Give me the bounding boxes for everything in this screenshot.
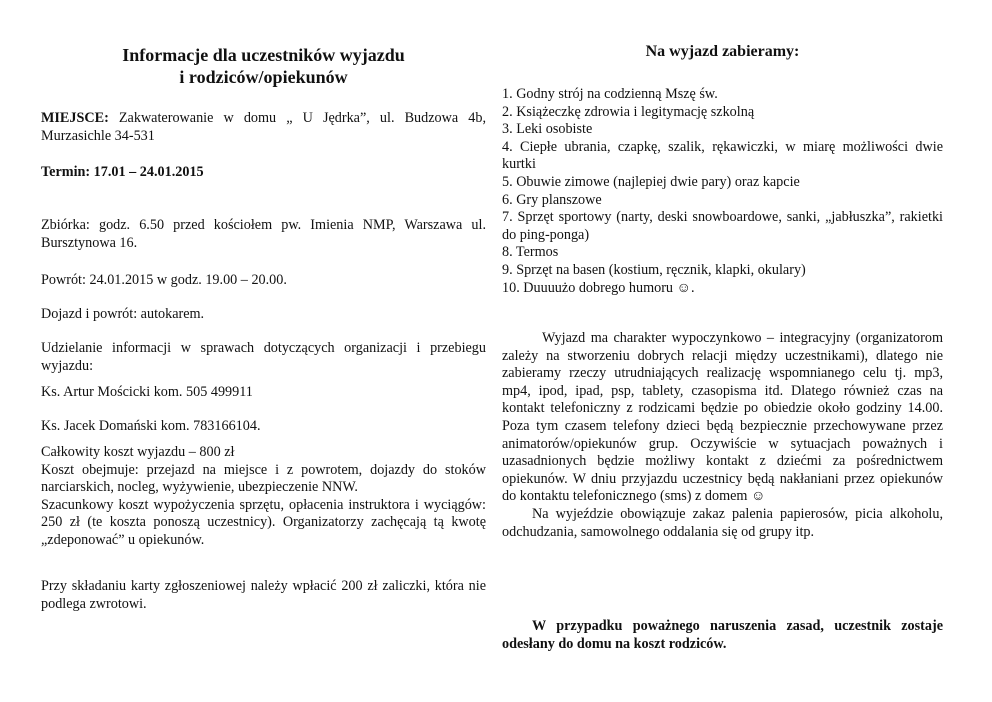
list-item: 1. Godny strój na codzienną Mszę św.: [502, 86, 718, 102]
list-item: 7. Sprzęt sportowy (narty, deski snowboardowe, sanki, „jabłuszka”, rakietki do ping-ponga): [502, 209, 943, 243]
list-item: 4. Ciepłe ubrania, czapkę, szalik, rękawiczki, w miarę możliwości dwie kurtki: [502, 138, 943, 173]
term-line: [41, 164, 486, 182]
list-item: 10. Duuuużo dobrego humoru ☺.: [502, 279, 695, 296]
location-label: MIEJSCE:: [41, 110, 109, 126]
location-paragraph: [41, 110, 486, 145]
rules-block: [502, 330, 943, 541]
title-line-2: i rodziców/opiekunów: [179, 67, 348, 87]
list-item: 8. Termos: [502, 244, 559, 261]
equipment-cost: Szacunkowy koszt wypożyczenia sprzętu, opłacenia instruktora i wyciągów: 250 zł (te koszta ponoszą uczestnicy). Organizatorzy zachęcają tą kwotę „zdeponować” u opiekunów.: [41, 496, 486, 548]
warning-paragraph: W przypadku poważnego naruszenia zasad, uczestnik zostaje odesłany do domu na koszt rodziców.: [502, 618, 943, 652]
return-line: Powrót: 24.01.2015 w godz. 19.00 – 20.00.: [41, 272, 287, 288]
packing-list: [502, 86, 943, 297]
meeting-paragraph: Zbiórka: godz. 6.50 przed kościołem pw. Imienia NMP, Warszawa ul. Bursztynowa 16.: [41, 217, 486, 251]
deposit-paragraph: Przy składaniu karty zgłoszeniowej należy wpłacić 200 zł zaliczki, która nie podlega zwrotowi.: [41, 578, 486, 612]
list-item: 6. Gry planszowe: [502, 191, 602, 208]
contact-info-paragraph: Udzielanie informacji w sprawach dotyczących organizacji i przebiegu wyjazdu:: [41, 340, 486, 374]
term-text: Termin: 17.01 – 24.01.2015: [41, 164, 204, 180]
list-item: 3. Leki osobiste: [502, 121, 593, 138]
page-title: [41, 44, 486, 88]
prohibitions-paragraph: Na wyjeździe obowiązuje zakaz palenia papierosów, picia alkoholu, odchudzania, samowolnego oddalania się od grupy itp.: [502, 505, 943, 540]
list-item: 9. Sprzęt na basen (kostium, ręcznik, klapki, okulary): [502, 261, 806, 278]
transport-line: Dojazd i powrót: autokarem.: [41, 306, 205, 322]
list-item: 5. Obuwie zimowe (najlepiej dwie pary) oraz kapcie: [502, 173, 800, 190]
contact-2: Ks. Jacek Domański kom. 783166104.: [41, 418, 261, 434]
total-cost: Całkowity koszt wyjazdu – 800 zł: [41, 444, 235, 460]
location-text: Zakwaterowanie w domu „ U Jędrka”, ul. Budzowa 4b, Murzasichle 34-531: [41, 110, 486, 144]
list-item: 2. Książeczkę zdrowia i legitymację szkolną: [502, 103, 755, 120]
cost-block: [41, 444, 486, 550]
cost-includes: Koszt obejmuje: przejazd na miejsce i z powrotem, dojazdy do stoków narciarskich, nocleg, wyżywienie, ubezpieczenie NNW.: [41, 461, 486, 496]
contact-1: Ks. Artur Mościcki kom. 505 499911: [41, 384, 253, 400]
title-line-1: Informacje dla uczestników wyjazdu: [122, 45, 405, 65]
packing-title: Na wyjazd zabieramy:: [645, 43, 800, 60]
trip-character-paragraph: Wyjazd ma charakter wypoczynkowo – integracyjny (organizatorom zależy na stworzeniu dobrych relacji między uczestnikami), dlatego nie zabieramy rzeczy utrudniających realizację wspomnianego celu tj. mp3, mp4, ipod, ipad, psp, tablety, czasopisma itd. Dlatego również czas na kontakt telefoniczny z rodzicami będzie po obiedzie około godziny 14.00. Poza tym czasem telefony dzieci będą bezpiecznie przechowywane przez animatorów/opiekunów grup. Oczywiście w sytuacjach poważnych i uzasadnionych będzie możliwy kontakt z dziećmi za pośrednictwem opiekunów. W dniu przyjazdu uczestnicy będą nakłaniani przez opiekunów do kontaktu telefonicznego (sms) z domem ☺: [502, 330, 943, 505]
